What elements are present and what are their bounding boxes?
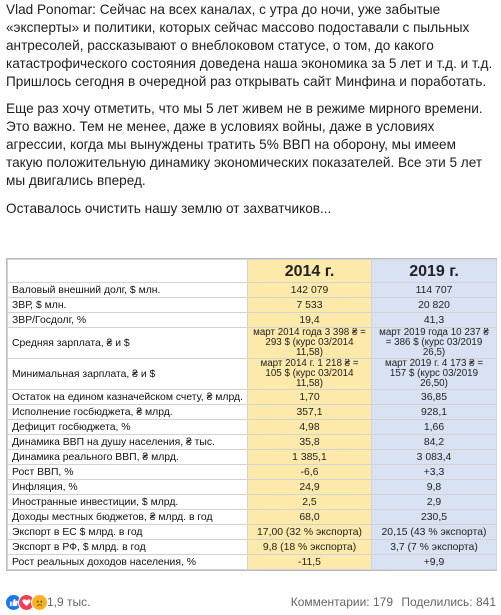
- table-row: [8, 465, 497, 480]
- cell-2014: 142 079: [248, 283, 372, 298]
- cell-2019: 41,3: [372, 313, 497, 328]
- cell-2014: 1 385,1: [248, 450, 372, 465]
- table-row: [8, 313, 497, 328]
- table-row: [8, 495, 497, 510]
- table-row: [8, 525, 497, 540]
- post-paragraph-3: Оставалось очистить нашу землю от захватчиков...: [6, 201, 332, 216]
- row-label: Исполнение госбюджета, ₴ млрд.: [8, 405, 248, 420]
- table-row: [8, 480, 497, 495]
- post-paragraph-1: Vlad Ponomar: Сейчас на всех каналах, с утра до ночи, уже забытые «эксперты» и политики, которых сейчас массово подоставали с пыльных антресолей, рассказывают о внеблоковом статусе, о том, до какого катастрофического состояния доведена наша экономика за 5 лет и т.д. и т.д. Пришлось сегодня в очередной раз открывать сайт Минфина и поработать.: [6, 2, 493, 89]
- row-label: ЗВР, $ млн.: [8, 298, 248, 313]
- row-label: Иностранные инвестиции, $ млрд.: [8, 495, 248, 510]
- cell-2014: 4,98: [248, 420, 372, 435]
- table-row: [8, 540, 497, 555]
- cell-2019: 20,15 (43 % экспорта): [372, 525, 497, 540]
- row-label: Рост ВВП, %: [8, 465, 248, 480]
- table-row: [8, 510, 497, 525]
- header-2014: 2014 г.: [248, 260, 372, 283]
- cell-2014: -11,5: [248, 555, 372, 570]
- cell-2019: +9,9: [372, 555, 497, 570]
- header-2019: 2019 г.: [372, 260, 497, 283]
- table-row: [8, 555, 497, 570]
- cell-2019: 36,85: [372, 390, 497, 405]
- cell-2019: 1,66: [372, 420, 497, 435]
- row-label: Дефицит госбюджета, %: [8, 420, 248, 435]
- header-label-cell: [8, 260, 248, 283]
- table-row: [8, 390, 497, 405]
- table-row: [8, 298, 497, 313]
- table-header-row: [8, 260, 497, 283]
- cell-2014: 1,70: [248, 390, 372, 405]
- cell-2019: 928,1: [372, 405, 497, 420]
- post-footer: [0, 590, 501, 615]
- comments-link[interactable]: Комментарии: 179: [290, 595, 393, 609]
- row-label: ЗВР/Госдолг, %: [8, 313, 248, 328]
- row-label: Инфляция, %: [8, 480, 248, 495]
- cell-2014: 68,0: [248, 510, 372, 525]
- cell-2014: 2,5: [248, 495, 372, 510]
- cell-2019: март 2019 года 10 237 ₴ = 386 $ (курс 03/2019 26,5): [372, 328, 497, 359]
- statistics-table-image[interactable]: [6, 258, 497, 571]
- shares-link[interactable]: Поделились: 841: [401, 595, 496, 609]
- table-row: [8, 283, 497, 298]
- cell-2014: 17,00 (32 % экспорта): [248, 525, 372, 540]
- row-label: Остаток на едином казначейском счету, ₴ млрд.: [8, 390, 248, 405]
- post-paragraph-2: Еще раз хочу отметить, что мы 5 лет живем не в режиме мирного времени. Это важно. Тем не менее, даже в условиях войны, даже в условиях агрессии, когда мы вынуждены тратить 5% ВВП на оборону, мы имеем такую положительную динамику экономических показателей. Все эти 5 лет мы двигались вперед.: [6, 101, 483, 188]
- cell-2019: 230,5: [372, 510, 497, 525]
- reaction-count[interactable]: 1,9 тыс.: [47, 595, 91, 609]
- row-label: Экспорт в РФ, $ млрд. в год: [8, 540, 248, 555]
- post-text: [6, 0, 496, 228]
- sad-icon: [31, 594, 48, 611]
- cell-2019: 3 083,4: [372, 450, 497, 465]
- row-label: Динамика ВВП на душу населения, ₴ тыс.: [8, 435, 248, 450]
- cell-2014: март 2014 г. 1 218 ₴ = 105 $ (курс 03/2014 11,58): [248, 359, 372, 390]
- cell-2019: +3,3: [372, 465, 497, 480]
- cell-2019: 114 707: [372, 283, 497, 298]
- row-label: Валовый внешний долг, $ млн.: [8, 283, 248, 298]
- cell-2019: 3,7 (7 % экспорта): [372, 540, 497, 555]
- cell-2014: -6,6: [248, 465, 372, 480]
- statistics-table: [7, 259, 497, 570]
- cell-2014: март 2014 года 3 398 ₴ = 293 $ (курс 03/2014 11,58): [248, 328, 372, 359]
- table-row: [8, 420, 497, 435]
- table-row: [8, 435, 497, 450]
- cell-2019: 9,8: [372, 480, 497, 495]
- row-label: Минимальная зарплата, ₴ и $: [8, 359, 248, 390]
- reactions[interactable]: [5, 594, 44, 610]
- row-label: Рост реальных доходов населения, %: [8, 555, 248, 570]
- cell-2014: 9,8 (18 % экспорта): [248, 540, 372, 555]
- row-label: Динамика реального ВВП, ₴ млрд.: [8, 450, 248, 465]
- cell-2014: 7 533: [248, 298, 372, 313]
- cell-2019: 20 820: [372, 298, 497, 313]
- row-label: Экспорт в ЕС $ млрд. в год: [8, 525, 248, 540]
- row-label: Средняя зарплата, ₴ и $: [8, 328, 248, 359]
- table-row: [8, 405, 497, 420]
- table-row: [8, 450, 497, 465]
- cell-2014: 35,8: [248, 435, 372, 450]
- cell-2019: март 2019 г. 4 173 ₴ = 157 $ (курс 03/2019 26,50): [372, 359, 497, 390]
- table-row: [8, 328, 497, 359]
- cell-2019: 84,2: [372, 435, 497, 450]
- table-row: [8, 359, 497, 390]
- cell-2014: 19,4: [248, 313, 372, 328]
- cell-2019: 2,9: [372, 495, 497, 510]
- cell-2014: 24,9: [248, 480, 372, 495]
- cell-2014: 357,1: [248, 405, 372, 420]
- row-label: Доходы местных бюджетов, ₴ млрд. в год: [8, 510, 248, 525]
